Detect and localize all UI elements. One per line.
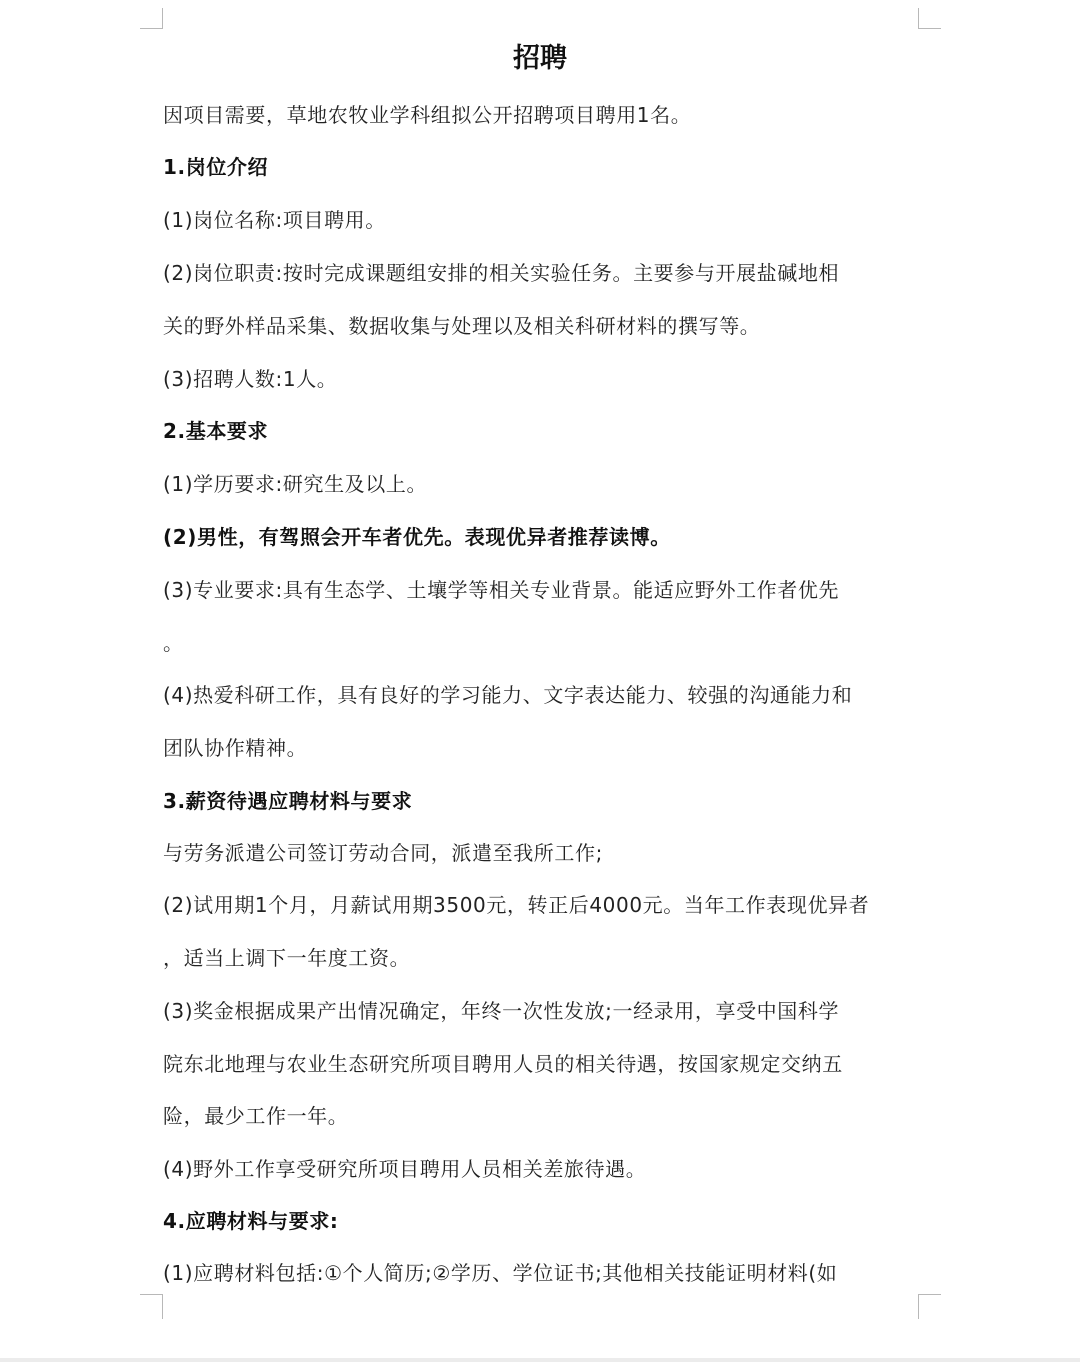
research-attitude-line-1: (4)热爱科研工作，具有良好的学习能力、文字表达能力、较强的沟通能力和 [163, 683, 853, 707]
education-requirement: (1)学历要求:研究生及以上。 [163, 472, 428, 496]
application-materials: (1)应聘材料包括:①个人简历;②学历、学位证书;其他相关技能证明材料(如 [163, 1261, 838, 1285]
crop-mark-bottom-right [918, 1294, 941, 1319]
crop-mark-top-right [918, 8, 941, 29]
section-heading-salary: 3.薪资待遇应聘材料与要求 [163, 789, 413, 813]
gender-license-requirement: (2)男性，有驾照会开车者优先。表现优异者推荐读博。 [163, 525, 671, 549]
section-heading-requirements: 2.基本要求 [163, 419, 269, 443]
research-attitude-line-2: 团队协作精神。 [163, 736, 308, 760]
crop-mark-top-left [140, 8, 163, 29]
major-requirement-line-1: (3)专业要求:具有生态学、土壤学等相关专业背景。能适应野外工作者优先 [163, 578, 840, 602]
field-travel-benefit: (4)野外工作享受研究所项目聘用人员相关差旅待遇。 [163, 1157, 647, 1181]
section-heading-application: 4.应聘材料与要求: [163, 1209, 339, 1233]
position-duties-line-1: (2)岗位职责:按时完成课题组安排的相关实验任务。主要参与开展盐碱地相 [163, 261, 840, 285]
recruit-count: (3)招聘人数:1人。 [163, 367, 338, 391]
crop-mark-bottom-left [140, 1294, 163, 1319]
bonus-line-3: 险，最少工作一年。 [163, 1104, 349, 1128]
section-heading-position: 1.岗位介绍 [163, 155, 269, 179]
position-name: (1)岗位名称:项目聘用。 [163, 208, 386, 232]
bonus-line-2: 院东北地理与农业生态研究所项目聘用人员的相关待遇，按国家规定交纳五 [163, 1052, 843, 1076]
position-duties-line-2: 关的野外样品采集、数据收集与处理以及相关科研材料的撰写等。 [163, 314, 761, 338]
bonus-line-1: (3)奖金根据成果产出情况确定，年终一次性发放;一经录用，享受中国科学 [163, 999, 840, 1023]
probation-salary-line-1: (2)试用期1个月，月薪试用期3500元，转正后4000元。当年工作表现优异者 [163, 893, 870, 917]
probation-salary-line-2: ，适当上调下一年度工资。 [163, 946, 411, 970]
intro-paragraph: 因项目需要，草地农牧业学科组拟公开招聘项目聘用1名。 [163, 103, 692, 127]
bottom-divider [0, 1358, 1080, 1362]
major-requirement-line-2: 。 [163, 631, 184, 655]
labor-contract: 与劳务派遣公司签订劳动合同，派遣至我所工作; [163, 841, 603, 865]
document-title: 招聘 [513, 43, 567, 74]
